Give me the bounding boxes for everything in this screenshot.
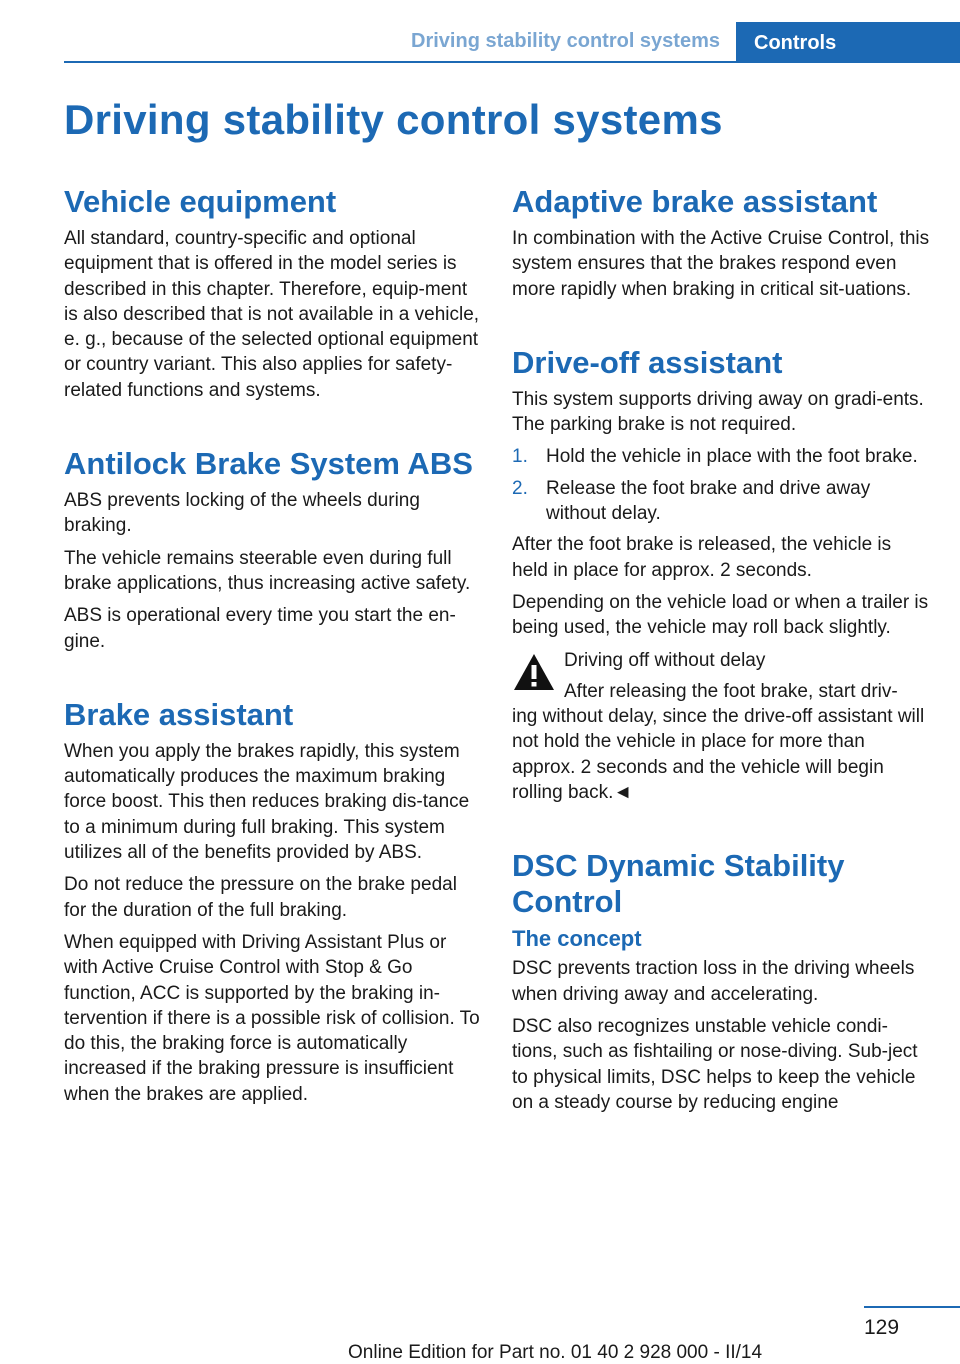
steps-list bbox=[512, 444, 932, 526]
paragraph: Do not reduce the pressure on the brake pedal for the duration of the full braking. bbox=[64, 874, 457, 921]
paragraph: DSC prevents traction loss in the driving wheels when driving away and accelerating. bbox=[512, 958, 915, 1005]
section-heading: DSC Dynamic Stability Control bbox=[512, 848, 845, 920]
section-heading: Adaptive brake assistant bbox=[512, 184, 878, 219]
header-chapter-tab: Controls bbox=[736, 22, 960, 63]
step-number: 1. bbox=[512, 446, 528, 468]
warning-triangle-icon bbox=[512, 652, 556, 692]
paragraph: Depending on the vehicle load or when a trailer is being used, the vehicle may roll back slightly. bbox=[512, 591, 929, 639]
page-title: Driving stability control systems bbox=[64, 96, 723, 143]
list-item bbox=[512, 444, 932, 469]
paragraph: DSC also recognizes unstable vehicle condi-tions, such as fishtailing or nose-diving. Sub-ject to physical limits, DSC helps to keep the vehicle on a steady course by reducing engine bbox=[512, 1015, 918, 1113]
paragraph: In combination with the Active Cruise Control, this system ensures that the brakes respond even more rapidly when braking in critical sit-uations. bbox=[512, 228, 930, 300]
paragraph: When equipped with Driving Assistant Plus or with Active Cruise Control with Stop & Go function, ACC is supported by the braking in-tervention if there is a possible risk of collision. To do this, the braking force is automatically increased if the braking pressure is insufficient when the brakes are applied. bbox=[64, 931, 480, 1105]
paragraph: After the foot brake is released, the vehicle is held in place for approx. 2 seconds. bbox=[512, 534, 892, 581]
paragraph: The vehicle remains steerable even during full brake applications, thus increasing active safety. bbox=[64, 547, 471, 594]
footer-edition: Online Edition for Part no. 01 40 2 928 000 - II/14 bbox=[348, 1342, 763, 1363]
section-heading: Drive-off assistant bbox=[512, 344, 783, 380]
warning-text: After releasing the foot brake, start driv- bbox=[564, 680, 898, 702]
step-text: Hold the vehicle in place with the foot brake. bbox=[546, 446, 918, 468]
step-number: 2. bbox=[512, 477, 528, 499]
section-heading: Brake assistant bbox=[64, 696, 294, 732]
header-section-title: Driving stability control systems bbox=[411, 30, 720, 52]
section-abs bbox=[64, 446, 480, 654]
right-column bbox=[512, 184, 932, 1122]
list-item bbox=[512, 476, 932, 527]
paragraph: All standard, country-specific and optional equipment that is offered in the model series is described in this chapter. Therefore, equip-ment is also described that is not available in a vehicle, e. g., because of the selected optional equipment or country variant. This also applies for safety-related functions and systems. bbox=[64, 228, 480, 401]
warning-text: ing without delay, since the drive-off assistant will not hold the vehicle in place for more than approx. 2 seconds and the vehicle will begin rolling back.◄ bbox=[512, 706, 925, 804]
step-text: Release the foot brake and drive away without delay. bbox=[546, 477, 871, 525]
footer-divider bbox=[864, 1306, 960, 1308]
section-brake-assistant bbox=[64, 697, 480, 1107]
subsection-heading: The concept bbox=[512, 926, 642, 952]
paragraph: ABS prevents locking of the wheels during braking. bbox=[64, 490, 420, 537]
left-column bbox=[64, 184, 480, 1114]
section-vehicle-equipment bbox=[64, 184, 480, 403]
paragraph: This system supports driving away on gradi-ents. The parking brake is not required. bbox=[512, 388, 924, 436]
header-divider bbox=[64, 61, 960, 63]
section-heading: Vehicle equipment bbox=[64, 184, 337, 219]
section-heading: Antilock Brake System ABS bbox=[64, 446, 473, 482]
warning-box bbox=[512, 648, 932, 806]
section-drive-off-assistant bbox=[512, 345, 932, 805]
paragraph: ABS is operational every time you start the en-gine. bbox=[64, 605, 456, 652]
paragraph: When you apply the brakes rapidly, this system automatically produces the maximum braking force boost. This then reduces braking dis-tance to a minimum during full braking. This system utilizes all of the benefits provided by ABS. bbox=[64, 740, 470, 864]
page-number: 129 bbox=[864, 1316, 900, 1339]
section-dsc bbox=[512, 848, 932, 1115]
warning-title: Driving off without delay bbox=[564, 649, 766, 671]
section-adaptive-brake-assistant bbox=[512, 184, 932, 302]
